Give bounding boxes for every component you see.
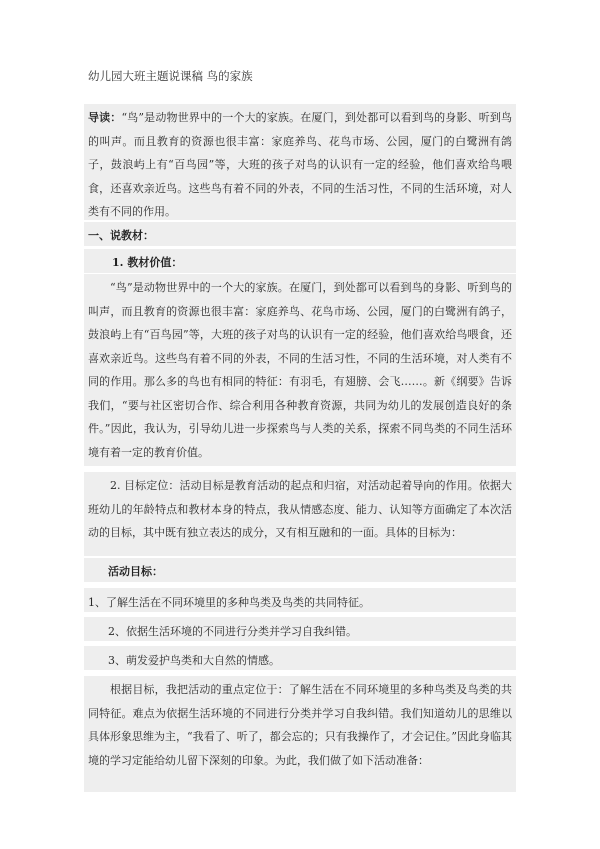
value-paragraph: “鸟”是动物世界中的一个大的家族。在厦门，到处都可以看到鸟的身影、听到鸟的叫声，而且教育的资源也很丰富：家庭养鸟、花鸟市场、公园，厦门的白鹭洲有鸽子，鼓浪屿上有“百鸟园”等，大班的孩子对鸟的认识有一定的经验，他们喜欢给鸟喂食，还喜欢亲近鸟。这些鸟有着不同的外表，不同的生活习性，不同的生活环境，对人类有不同的作用。那么多的鸟也有相同的特征：有羽毛，有翅膀、会飞……。新《纲要》告诉我们，“要与社区密切合作、综合利用各种教育资源，共同为幼儿的发展创造良好的条件。”因此，我认为，引导幼儿进一步探索鸟与人类的关系，探索不同鸟类的不同生活环境有着一定的教育价值。	[88, 281, 512, 459]
intro-text: “鸟”是动物世界中的一个大的家族。在厦门，到处都可以看到鸟的身影、听到鸟的叫声。而且教育的资源也很丰富：家庭养鸟、花鸟市场、公园，厦门的白鹭洲有鸽子，鼓浪屿上有“百鸟园”等，大班的孩子对鸟的认识有一定的经验，他们喜欢给鸟喂食，还喜欢亲近鸟。这些鸟有着不同的外表，不同的生活习性，不同的生活环境，对人类有不同的作用。	[88, 111, 513, 218]
intro-lead: 导读：	[88, 111, 122, 124]
goal-paragraph: 2. 目标定位：活动目标是教育活动的起点和归宿，对活动起着导向的作用。依据大班幼儿的年龄特点和教材本身的特点，我从情感态度、能力、认知等方面确定了本次活动的目标，其中既有独立表达的成分，又有相互融和的一面。具体的目标为：	[88, 479, 512, 539]
goal-item-1: 1、了解生活在不同环境里的多种鸟类及鸟类的共同特征。	[88, 596, 370, 609]
goal-item-3: 3、萌发爱护鸟类和大自然的情感。	[108, 654, 280, 667]
focus-paragraph: 根据目标，我把活动的重点定位于：了解生活在不同环境里的多种鸟类及鸟类的共同特征。难点为依据生活环境的不同进行分类并学习自我纠错。我们知道幼儿的思维以具体形象思维为主，“我看了、听了，都会忘的；只有我操作了，才会记住。”因此身临其境的学习定能给幼儿留下深刻的印象。为此，我们做了如下活动准备：	[88, 683, 512, 767]
goals-heading: 活动目标：	[108, 565, 163, 578]
goal-item-2: 2、依据生活环境的不同进行分类并学习自我纠错。	[108, 625, 357, 638]
subsection1-heading: 1. 教材价值：	[112, 256, 183, 269]
intro-paragraph	[88, 106, 512, 224]
section1-heading: 一、说教材：	[88, 229, 154, 242]
document-title: 幼儿园大班主题说课稿 鸟的家族	[88, 69, 253, 83]
